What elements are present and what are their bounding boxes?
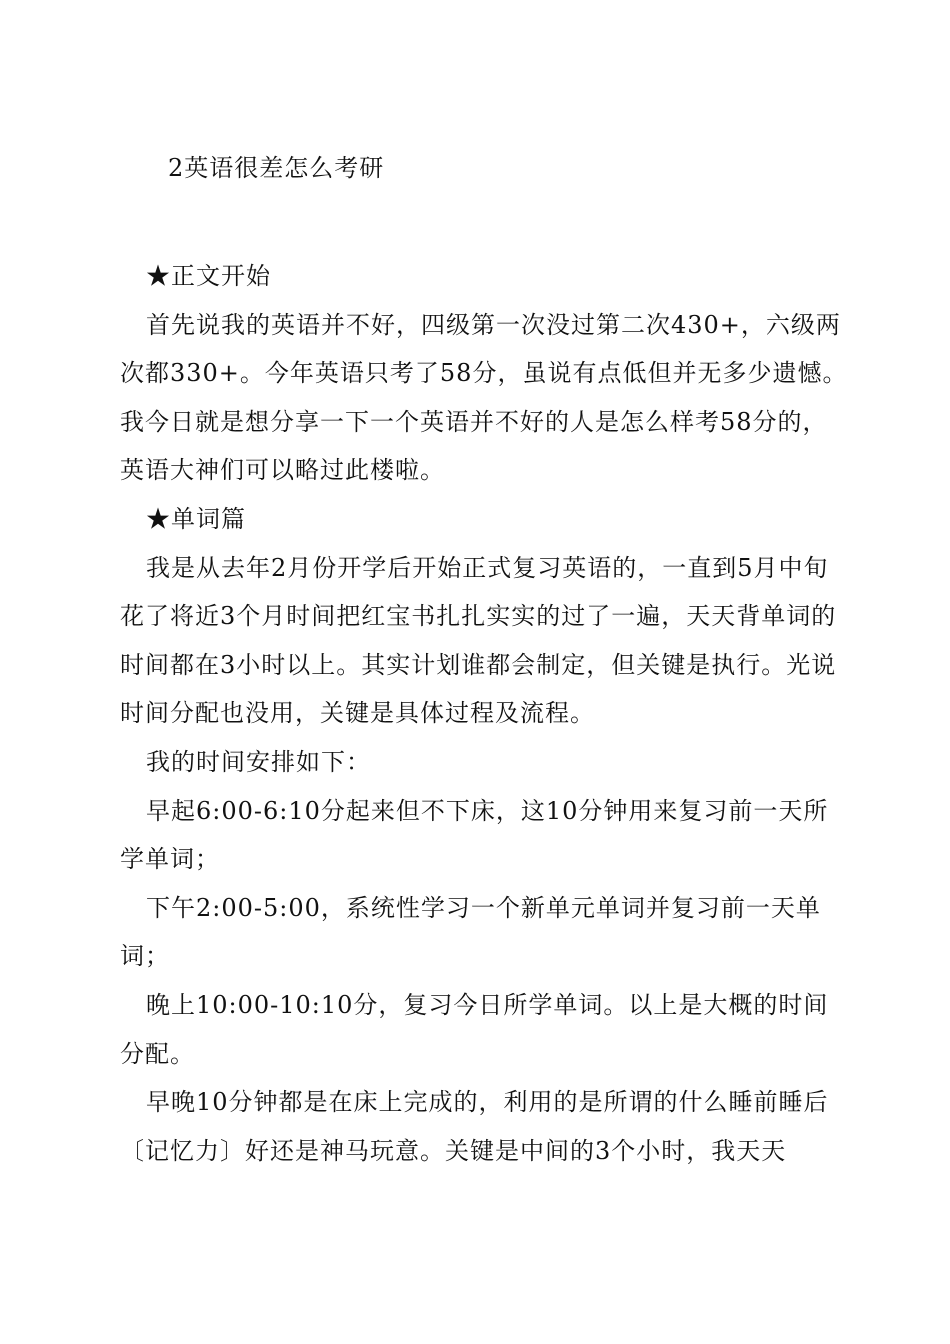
document-title: 2英语很差怎么考研 xyxy=(168,154,385,182)
section-heading-vocabulary: ★单词篇 xyxy=(146,504,246,533)
paragraph: 早晚10分钟都是在床上完成的，利用的是所谓的什么睡前睡后〔记忆力〕好还是神马玩意。关键是中间的3个小时，我天天 xyxy=(120,1088,829,1165)
paragraph: 下午2:00-5:00，系统性学习一个新单元单词并复习前一天单词； xyxy=(120,893,821,971)
paragraph: 我的时间安排如下： xyxy=(146,747,371,776)
section-heading-intro: ★正文开始 xyxy=(146,262,271,290)
paragraph: 首先说我的英语并不好，四级第一次没过第二次430+，六级两次都330+。今年英语只考了58分，虽说有点低但并无多少遗憾。我今日就是想分享一下一个英语并不好的人是怎么样考58分的，英语大神们可以略过此楼啦。 xyxy=(120,310,848,485)
paragraph: 我是从去年2月份开学后开始正式复习英语的，一直到5月中旬花了将近3个月时间把红宝书扎扎实实的过了一遍，天天背单词的时间都在3小时以上。其实计划谁都会制定，但关键是执行。光说时间分配也没用，关键是具体过程及流程。 xyxy=(120,553,837,728)
paragraph: 早起6:00-6:10分起来但不下床，这10分钟用来复习前一天所学单词； xyxy=(120,796,829,874)
document-body xyxy=(120,252,850,1175)
paragraph: 晚上10:00-10:10分，复习今日所学单词。以上是大概的时间分配。 xyxy=(120,990,829,1068)
